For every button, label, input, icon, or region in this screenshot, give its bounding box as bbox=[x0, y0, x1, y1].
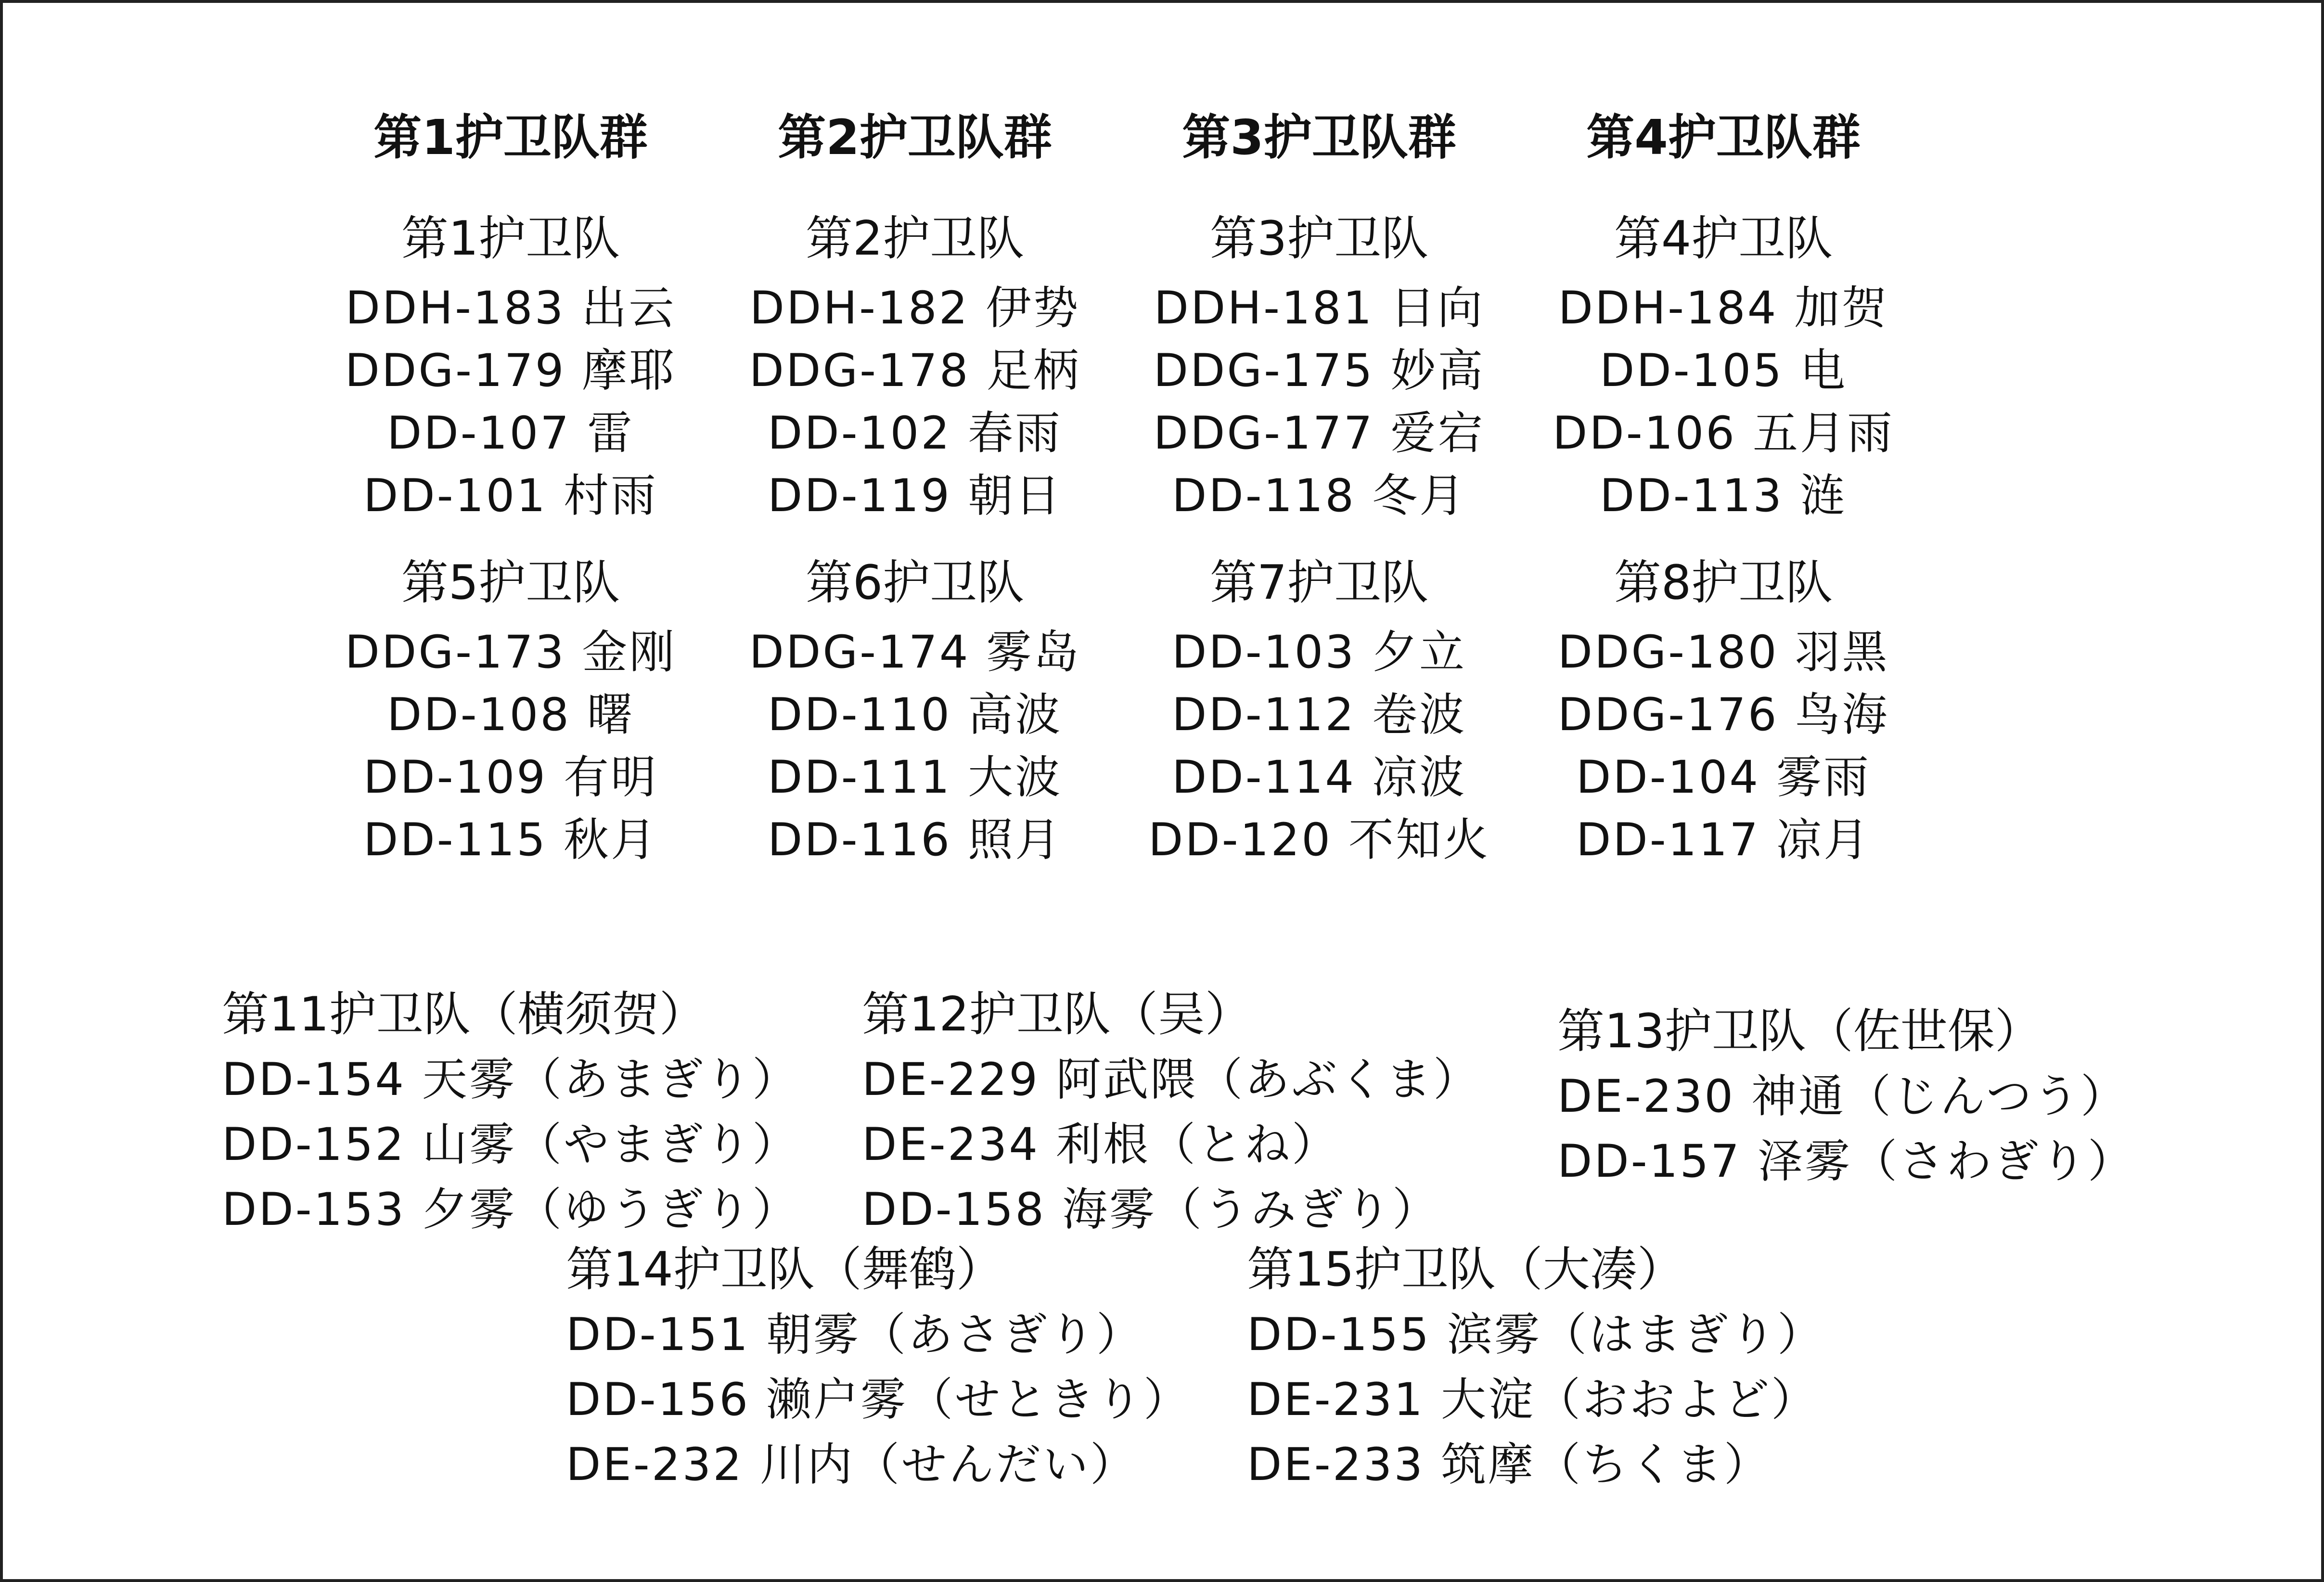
division-3 bbox=[1117, 205, 1521, 527]
ship-entry: DD-114 凉波 bbox=[1172, 751, 1466, 804]
ship-entry: DD-113 涟 bbox=[1600, 470, 1847, 522]
division-title: 第6护卫队 bbox=[805, 555, 1025, 610]
ship-entry: DD-118 冬月 bbox=[1172, 470, 1466, 522]
ship-entry: DE-231 大淀（おおよど） bbox=[1247, 1374, 1818, 1426]
flotilla-title: 第2护卫队群 bbox=[778, 109, 1052, 166]
ship-entry: DD-111 大波 bbox=[768, 751, 1062, 804]
ship-entry: DD-156 濑户雾（せときり） bbox=[566, 1374, 1191, 1426]
ship-entry: DD-157 泽雾（さわぎり） bbox=[1557, 1135, 2135, 1188]
ship-entry: DD-151 朝雾（あさぎり） bbox=[566, 1309, 1143, 1361]
ship-entry: DD-115 秋月 bbox=[363, 814, 658, 866]
ship-entry: DDG-176 鸟海 bbox=[1557, 689, 1889, 741]
ship-entry: DDH-183 出云 bbox=[345, 282, 676, 334]
division-15 bbox=[1247, 1237, 1824, 1497]
division-5 bbox=[308, 549, 713, 872]
division-title: 第3护卫队 bbox=[1209, 211, 1429, 266]
ship-entry: DD-153 夕雾（ゆうぎり） bbox=[222, 1183, 799, 1236]
division-7 bbox=[1117, 549, 1521, 872]
ship-entry: DD-158 海雾（うみぎり） bbox=[862, 1183, 1439, 1236]
division-1 bbox=[308, 205, 713, 527]
division-title: 第15护卫队（大凑） bbox=[1247, 1242, 1684, 1297]
ship-entry: DDG-174 雾岛 bbox=[749, 626, 1081, 679]
ship-entry: DD-112 卷波 bbox=[1172, 689, 1466, 741]
flotilla-title: 第3护卫队群 bbox=[1182, 109, 1456, 166]
ship-entry: DE-234 利根（とね） bbox=[862, 1119, 1339, 1171]
division-title: 第12护卫队（吴） bbox=[862, 987, 1252, 1042]
division-11 bbox=[222, 982, 799, 1242]
division-2 bbox=[713, 205, 1117, 527]
flotilla-title: 第1护卫队群 bbox=[373, 109, 648, 166]
ship-entry: DD-117 凉月 bbox=[1576, 814, 1871, 866]
ship-entry: DD-109 有明 bbox=[363, 751, 658, 804]
ship-entry: DD-116 照月 bbox=[768, 814, 1062, 866]
ship-entry: DD-105 电 bbox=[1600, 345, 1847, 397]
ship-entry: DD-154 天雾（あまぎり） bbox=[222, 1054, 799, 1106]
division-title: 第4护卫队 bbox=[1614, 211, 1833, 266]
division-title: 第8护卫队 bbox=[1614, 555, 1833, 610]
division-4 bbox=[1521, 205, 1926, 527]
ship-entry: DDH-182 伊势 bbox=[749, 282, 1080, 334]
ship-entry: DE-230 神通（じんつう） bbox=[1557, 1070, 2128, 1123]
ship-entry: DD-107 雷 bbox=[387, 407, 634, 460]
ship-entry: DD-108 曙 bbox=[387, 689, 634, 741]
ship-entry: DE-233 筑摩（ちくま） bbox=[1247, 1439, 1771, 1491]
division-title: 第14护卫队（舞鹤） bbox=[566, 1242, 1003, 1297]
division-title: 第1护卫队 bbox=[401, 211, 620, 266]
ship-entry: DD-155 滨雾（はまぎり） bbox=[1247, 1309, 1824, 1361]
ship-entry: DD-101 村雨 bbox=[363, 470, 658, 522]
ship-entry: DD-119 朝日 bbox=[768, 470, 1062, 522]
ship-entry: DE-229 阿武隈（あぶくま） bbox=[862, 1054, 1480, 1106]
ship-entry: DE-232 川内（せんだい） bbox=[566, 1439, 1137, 1491]
ship-entry: DDG-179 摩耶 bbox=[345, 345, 677, 397]
division-12 bbox=[862, 982, 1480, 1242]
ship-entry: DDG-180 羽黑 bbox=[1557, 626, 1889, 679]
division-title: 第5护卫队 bbox=[401, 555, 620, 610]
ship-entry: DD-102 春雨 bbox=[768, 407, 1062, 460]
ship-entry: DD-103 夕立 bbox=[1172, 626, 1466, 679]
ship-entry: DD-110 高波 bbox=[768, 689, 1062, 741]
ship-entry: DD-106 五月雨 bbox=[1553, 407, 1894, 460]
flotilla-title: 第4护卫队群 bbox=[1586, 109, 1861, 166]
division-13 bbox=[1557, 999, 2135, 1194]
ship-entry: DD-120 不知火 bbox=[1148, 814, 1490, 866]
ship-entry: DD-104 雾雨 bbox=[1576, 751, 1871, 804]
division-6 bbox=[713, 549, 1117, 872]
ship-entry: DDH-181 日向 bbox=[1154, 282, 1485, 334]
division-title: 第2护卫队 bbox=[805, 211, 1025, 266]
ship-entry: DDG-177 爱宕 bbox=[1153, 407, 1485, 460]
division-14 bbox=[566, 1237, 1191, 1497]
ship-entry: DD-152 山雾（やまぎり） bbox=[222, 1119, 799, 1171]
ship-entry: DDG-178 足柄 bbox=[749, 345, 1081, 397]
ship-entry: DDG-175 妙高 bbox=[1153, 345, 1485, 397]
division-8 bbox=[1521, 549, 1926, 872]
division-title: 第7护卫队 bbox=[1209, 555, 1429, 610]
division-title: 第13护卫队（佐世保） bbox=[1557, 1004, 2042, 1059]
division-title: 第11护卫队（横须贺） bbox=[222, 987, 706, 1042]
ship-entry: DDG-173 金刚 bbox=[345, 626, 677, 679]
ship-entry: DDH-184 加贺 bbox=[1558, 282, 1889, 334]
